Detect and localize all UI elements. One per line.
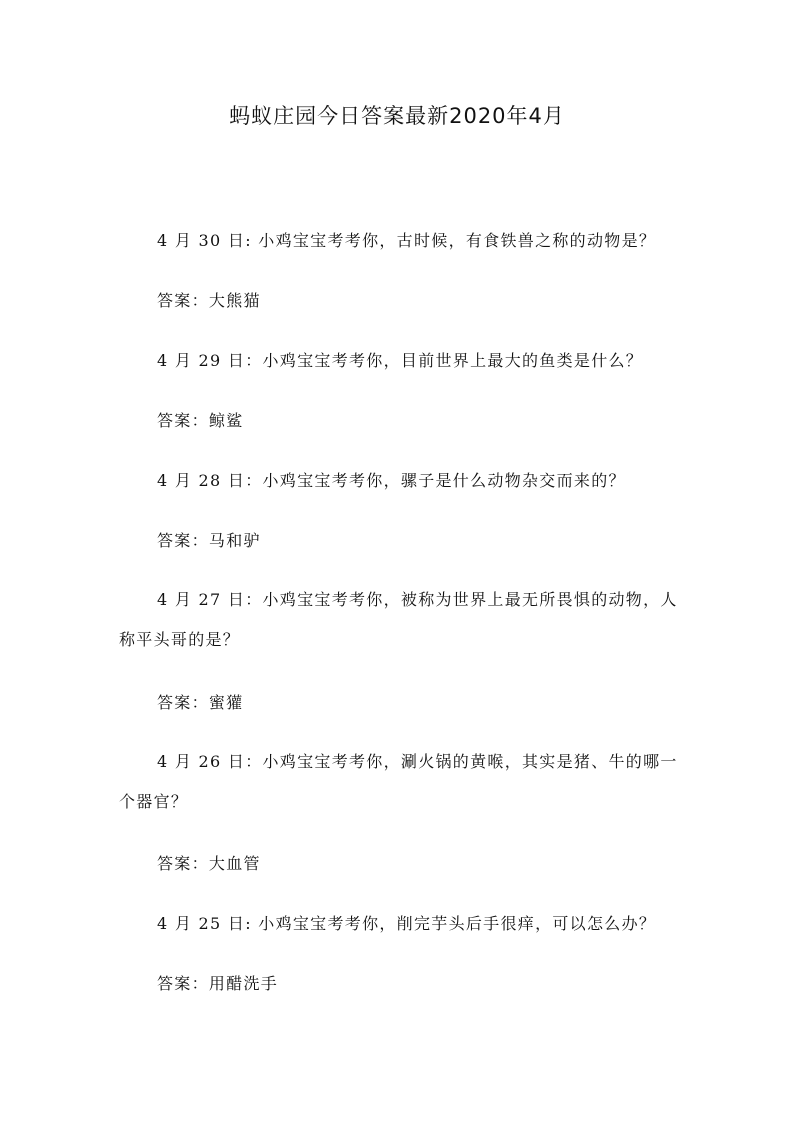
question-apr-27: 4 月 27 日：小鸡宝宝考考你，被称为世界上最无所畏惧的动物，人称平头哥的是？ [119,590,678,649]
answer-apr-29: 答案：鲸鲨 [157,411,244,430]
answer-apr-30: 答案：大熊猫 [157,291,261,310]
question-apr-30: 4 月 30 日: 小鸡宝宝考考你，古时候，有食铁兽之称的动物是？ [157,231,657,250]
page-title: 蚂蚁庄园今日答案最新2020年4月 [229,104,565,128]
question-apr-28: 4 月 28 日：小鸡宝宝考考你，骡子是什么动物杂交而来的？ [157,471,626,490]
question-apr-26: 4 月 26 日：小鸡宝宝考考你，涮火锅的黄喉，其实是猪、牛的哪一个器官？ [119,752,678,811]
answer-apr-26: 答案：大血管 [157,854,261,873]
answer-apr-28: 答案：马和驴 [157,531,261,550]
question-apr-25: 4 月 25 日: 小鸡宝宝考考你，削完芋头后手很痒，可以怎么办？ [157,914,657,933]
question-apr-29: 4 月 29 日：小鸡宝宝考考你，目前世界上最大的鱼类是什么？ [157,351,644,370]
answer-apr-27: 答案：蜜獾 [157,693,244,712]
answer-apr-25: 答案：用醋洗手 [157,974,279,993]
